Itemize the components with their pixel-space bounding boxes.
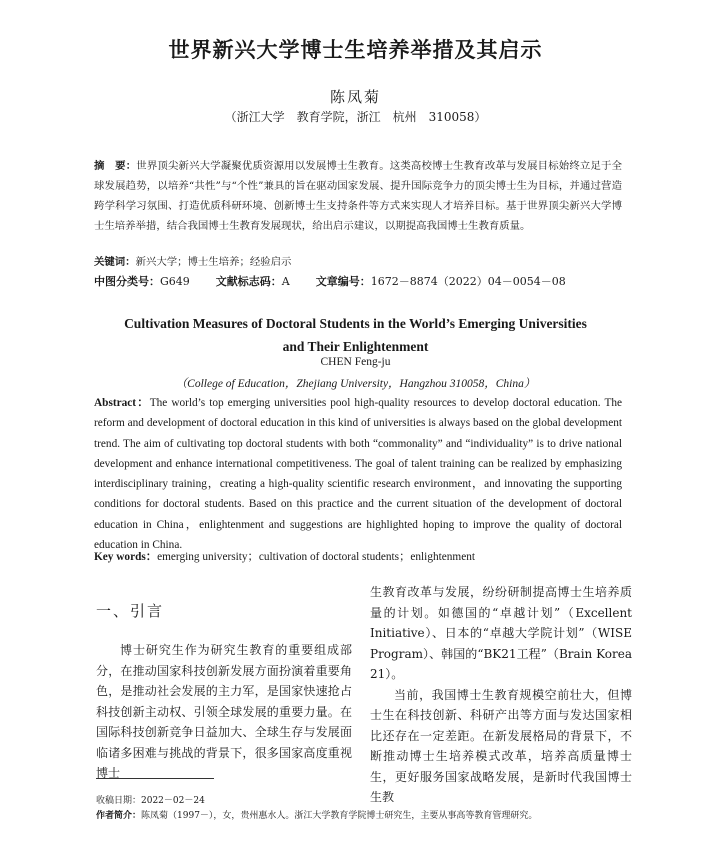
footnote-author-bio [96,810,537,823]
english-affiliation: （College of Education，Zhejiang University，Hangzhou 310058，China） [175,378,536,390]
article-id-label: 文章编号： [315,275,371,288]
body-paragraph: 当前，我国博士生教育规模空前壮大，但博士生在科技创新、科研产出等方面与发达国家相比还存在一定差距。在新发展格局的背景下，不断推动博士生培养模式改革，培养高质量博士生，更好服务国家战略发展，是新时代我国博士生教 [370,687,632,804]
english-title [0,312,711,358]
english-author: CHEN Feng-ju [320,356,391,368]
clc-value: G649 [160,275,190,288]
doc-code-label: 文献标志码： [215,275,282,288]
english-abstract-text: The world’s top emerging universities pool high-quality resources to develop doctoral education. The reform and development of doctoral education in this kind of universities is always based on the global development trend. The aim of cultivating top doctoral students with both “commonality” and “individuality” is to drive national development and enhance international competitiveness. The goal of talent training can be realized by emphasizing interdisciplinary training，creating a high-quality scientific research environment，and innovating the supporting conditions for doctoral students. Based on this practice and the current situation of the development of doctoral education in China，enlightenment and suggestions are highlighted hoping to improve the quality of doctoral education in China. [94,397,623,552]
chinese-keywords-text: 新兴大学；博士生培养；经验启示 [135,256,292,268]
classification-meta [94,272,622,292]
chinese-abstract [94,156,622,236]
english-keywords-text: emerging university；cultivation of doctoral students；enlightenment [157,551,476,563]
right-column [370,582,632,808]
left-column [96,640,352,784]
chinese-keywords [94,252,622,272]
author-affiliation: （浙江大学 教育学院，浙江 杭州 310058） [224,110,487,124]
english-title-line2: and Their Enlightenment [282,339,429,354]
body-paragraph: 博士研究生作为研究生教育的重要组成部分，在推动国家科技创新发展方面扮演着重要角色，是推动社会发展的主力军，是国家快速抢占科技创新主动权、引领全球发展的重要力量。在国际科技创新竞争日益加大、全球生存与发展面临诸多困难与挑战的背景下，很多国家高度重视博士 [96,643,352,780]
footnote-received-date [96,795,205,808]
clc-label: 中图分类号： [94,275,160,288]
author-name: 陈凤菊 [329,88,381,106]
received-date-text: 收稿日期：2022－02－24 [96,796,205,806]
doc-code-value: A [281,275,290,288]
english-keywords-label: Key words： [94,551,158,563]
chinese-abstract-label: 摘 要： [94,160,137,172]
author-bio-label: 作者简介： [96,811,142,821]
author-bio-text: 陈凤菊（1997－），女，贵州惠水人。浙江大学教育学院博士研究生，主要从事高等教育管理研究。 [141,811,538,821]
english-abstract [94,393,622,555]
footnote-divider [96,778,214,779]
english-title-line1: Cultivation Measures of Doctoral Students in the World’s Emerging Universities [124,316,587,331]
paper-title: 世界新兴大学博士生培养举措及其启示 [168,38,543,62]
article-id-value: 1672－8874（2022）04－0054－08 [370,275,566,288]
english-abstract-label: Abstract： [94,397,150,409]
chinese-keywords-label: 关键词： [94,256,136,268]
body-paragraph-continued: 生教育改革与发展，纷纷研制提高博士生培养质量的计划。如德国的“卓越计划”（Excellent Initiative）、日本的“卓越大学院计划”（WISE Program）、韩国的“BK21工程”（Brain Korea 21）。 [370,585,632,681]
section-heading-introduction: 一、引言 [96,602,165,620]
chinese-abstract-text: 世界顶尖新兴大学凝聚优质资源用以发展博士生教育。这类高校博士生教育改革与发展目标始终立足于全球发展趋势，以培养“共性”与“个性”兼具的旨在驱动国家发展、提升国际竞争力的顶尖博士生为目标，并通过营造跨学科学习氛围、打造优质科研环境、创新博士生支持条件等方式来实现人才培养目标。基于世界顶尖新兴大学博士生培养举措，结合我国博士生教育发展现状，给出启示建议，以期提高我国博士生教育质量。 [94,160,623,232]
english-keywords [94,547,622,567]
